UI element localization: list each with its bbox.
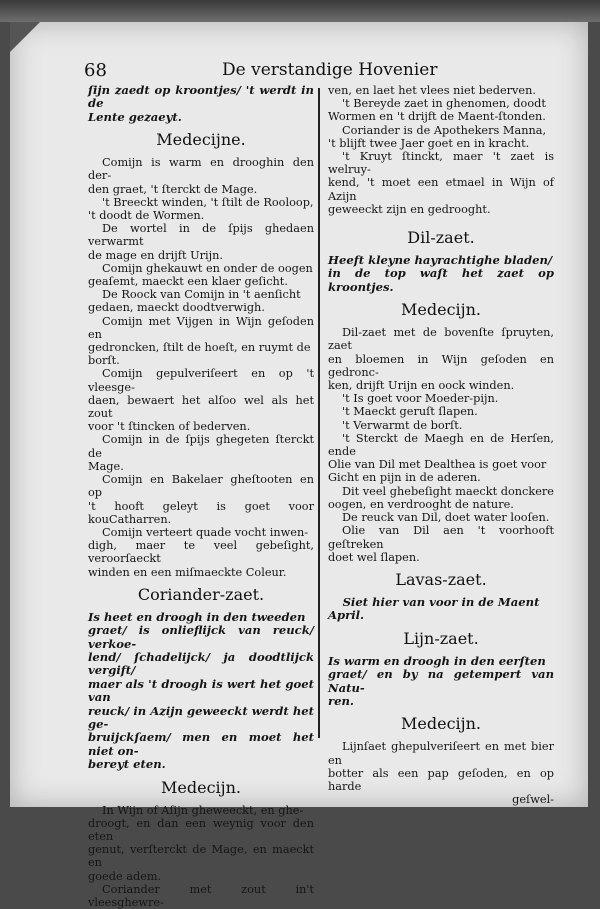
text-line: Lijnſaet ghepulveriſeert en met bier en bbox=[328, 740, 554, 767]
section-heading: Lavas-zaet. bbox=[395, 569, 487, 589]
page-number: 68 bbox=[84, 60, 107, 81]
gothic-line: Is heet en droogh in den tweeden bbox=[88, 609, 306, 624]
text-line: ven, en laet het vlees niet bederven. bbox=[328, 84, 536, 97]
text-line: voor 't ſtincken of bederven. bbox=[88, 420, 251, 434]
left-column bbox=[88, 84, 314, 909]
text-line: botter als een pap geſoden, en op harde bbox=[328, 766, 554, 793]
text-line: Wormen en 't drijft de Maent-ſtonden. bbox=[328, 110, 546, 124]
text-line: De Roock van Comijn in 't aenſicht bbox=[102, 288, 301, 302]
gothic-line: graet/ is onlieflijck van reuck/ verkoe- bbox=[88, 623, 314, 651]
text-line: geweeckt zijn en gedrooght. bbox=[328, 202, 491, 216]
text-line: 't Verwarmt de borſt. bbox=[342, 418, 463, 432]
text-line: Olie van Dil met Dealthea is goet voor bbox=[328, 458, 547, 472]
text-line: winden en een miſmaeckte Coleur. bbox=[88, 565, 287, 579]
text-line: 't Bereyde zaet in ghenomen, doodt bbox=[342, 97, 546, 111]
text-line: Dit veel ghebeſight maeckt donckere bbox=[342, 484, 554, 498]
text-line: Coriander met zout in't vleesghewre- bbox=[88, 882, 314, 909]
text-line: droogt, en dan een weynig voor den eten bbox=[88, 816, 314, 843]
section-heading: Medecijn. bbox=[401, 300, 481, 320]
text-line: Coriander is de Apothekers Manna, bbox=[342, 123, 547, 137]
scan-top-edge bbox=[0, 0, 600, 22]
text-line: ken, drijft Urijn en oock winden. bbox=[328, 379, 515, 393]
section-heading: Medecijn. bbox=[161, 777, 241, 797]
text-line: 't blijft twee Jaer goet en in kracht. bbox=[328, 136, 530, 150]
text-line: Comijn met Vijgen in Wijn geſoden en bbox=[88, 314, 314, 341]
text-line: 't Is goet voor Moeder-pijn. bbox=[342, 392, 499, 406]
gothic-line: Heeft kleyne hayrachtighe bladen/ bbox=[328, 253, 553, 268]
gothic-line: bruijckſaem/ men en moet het niet on- bbox=[88, 730, 314, 758]
gothic-line: April. bbox=[328, 608, 365, 623]
gothic-line: graet/ en by na getempert van Natu- bbox=[328, 667, 554, 695]
text-line: Comijn en Bakelaer gheſtooten en op bbox=[88, 473, 314, 500]
text-line: 't Kruyt ſtinckt, maer 't zaet is welruy- bbox=[328, 150, 554, 177]
section-heading: Dil-zaet. bbox=[407, 228, 475, 248]
text-line: Olie van Dil aen 't voorhooft geſtreken bbox=[328, 524, 554, 551]
text-line: 't Breeckt winden, 't ſtilt de Rooloop, bbox=[102, 195, 314, 209]
text-line: kend, 't moet een etmael in Wijn of Azijn bbox=[328, 176, 554, 203]
text-line: 't doodt de Wormen. bbox=[88, 209, 205, 223]
text-line: daen, bewaert het alſoo wel als het zout bbox=[88, 393, 314, 421]
running-title: De verstandige Hovenier bbox=[222, 60, 438, 80]
text-line: den graet, 't ſterckt de Mage. bbox=[88, 182, 258, 196]
gothic-line: reuck/ in Azijn geweeckt werdt het ge- bbox=[88, 703, 314, 731]
text-line: goede adem. bbox=[88, 869, 162, 883]
gothic-line: ren. bbox=[328, 693, 354, 708]
column-divider bbox=[318, 88, 320, 738]
text-line: doet wel ſlapen. bbox=[328, 550, 420, 564]
text-line: 't hooft geleyt is goet voor kouCatharren. bbox=[88, 499, 314, 526]
section-heading: Lijn-zaet. bbox=[403, 628, 479, 648]
text-line: Comijn ghekauwt en onder de oogen bbox=[102, 261, 313, 275]
text-line: Comijn is warm en drooghin den der- bbox=[88, 156, 314, 183]
text-line: Dil-zaet met de bovenſte ſpruyten, zaet bbox=[328, 326, 554, 353]
text-line: geaſemt, maeckt een klaer geſicht. bbox=[88, 275, 288, 289]
text-line: gedaen, maeckt doodtverwigh. bbox=[88, 301, 265, 315]
left-opening-line-1: ſijn zaedt op kroontjes/ 't werdt in de bbox=[88, 83, 314, 111]
left-opening-line-2: Lente gezaeyt. bbox=[88, 109, 182, 124]
text-line: 't Maeckt geruſt ſlapen. bbox=[342, 405, 478, 419]
text-line: de mage en drijft Urijn. bbox=[88, 248, 223, 262]
section-heading: Medecijn. bbox=[401, 714, 481, 734]
folded-corner bbox=[10, 22, 40, 52]
section-heading: Coriander-zaet. bbox=[137, 584, 265, 604]
text-line: Comijn in de ſpijs ghegeten ſterckt de bbox=[88, 433, 314, 460]
gothic-line: Siet hier van voor in de Maent bbox=[342, 594, 540, 609]
catchword: geſwel- bbox=[512, 793, 554, 807]
gothic-line: in de top waſt het zaet op kroontjes. bbox=[328, 266, 554, 294]
text-line: Mage. bbox=[88, 459, 124, 473]
text-line: gedroncken, ſtilt de hoeſt, en ruymt de bbox=[88, 341, 311, 355]
text-line: borſt. bbox=[88, 354, 120, 368]
text-line: In Wijn of Aſijn gheweeckt, en ghe- bbox=[102, 803, 304, 817]
text-line: Comijn verteert quade vocht inwen- bbox=[102, 525, 309, 539]
right-column bbox=[328, 84, 554, 806]
section-heading: Medecijne. bbox=[156, 130, 246, 150]
gothic-line: Is warm en droogh in den eerſten bbox=[328, 653, 546, 668]
text-line: Gicht en pijn in de aderen. bbox=[328, 471, 481, 485]
text-line: digh, maer te veel gebeſight, veroorſaeckt bbox=[88, 539, 314, 566]
text-line: De reuck van Dil, doet water looſen. bbox=[342, 511, 550, 525]
text-line: De wortel in de ſpijs ghedaen verwarmt bbox=[88, 222, 314, 249]
gothic-line: lend/ ſchadelijck/ ja doodtlijck vergift/ bbox=[88, 649, 314, 678]
gothic-line: bereyt eten. bbox=[88, 757, 166, 772]
text-line: Comijn gepulveriſeert en op 't vleesge- bbox=[88, 367, 314, 394]
gothic-line: maer als 't droogh is wert het goet van bbox=[88, 676, 314, 705]
text-line: genut, verſterckt de Mage, en maeckt en bbox=[88, 843, 314, 870]
text-line: oogen, en verdrooght de nature. bbox=[328, 497, 514, 511]
text-line: 't Sterckt de Maegh en de Herſen, ende bbox=[328, 431, 554, 459]
text-line: en bloemen in Wijn geſoden en gedronc- bbox=[328, 352, 554, 379]
